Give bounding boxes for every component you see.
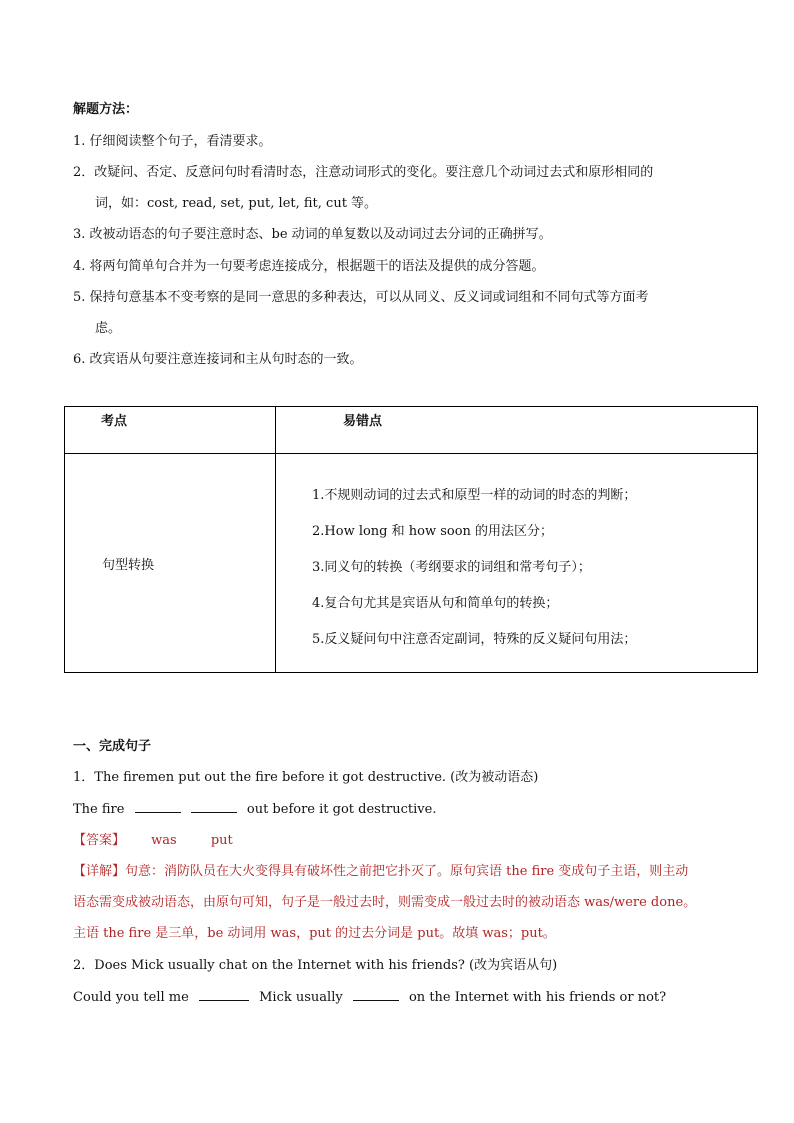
method-item-3: 3. 改被动语态的句子要注意时态、be 动词的单复数以及动词过去分词的正确拼写。 [73, 227, 552, 242]
method-item-4: 4. 将两句简单句合并为一句要考虑连接成分，根据题干的语法及提供的成分答题。 [73, 259, 545, 274]
section-title: 一、完成句子 [73, 739, 152, 754]
question-2-prompt: 2．Does Mick usually chat on the Internet with his friends? (改为宾语从句) [73, 958, 558, 973]
answer-blank [135, 800, 181, 813]
error-point: 2.How long 和 how soon 的用法区分； [312, 524, 554, 539]
question-1-detail-line [73, 863, 688, 881]
question-1-detail-line: 语态需变成被动语态，由原句可知，句子是一般过去时，则需变成一般过去时的被动语态 was/were done。 [73, 895, 697, 910]
q1-text-end: out before it got destructive. [246, 802, 437, 817]
method-item-5-cont: 虑。 [95, 321, 122, 336]
question-1-fill [73, 800, 436, 819]
answer-blank [191, 800, 237, 813]
table-header-errors: 易错点 [343, 414, 383, 429]
answer-label: 【答案】 [73, 833, 126, 848]
topic-label: 句型转换 [102, 557, 155, 573]
q2-text-part2: Mick usually [259, 990, 343, 1005]
method-item-2-cont: 词，如：cost, read, set, put, let, fit, cut 等。 [95, 196, 378, 211]
table-cell-topic [65, 454, 276, 673]
table-header-cell-topic [65, 407, 276, 454]
detail-text: 句意：消防队员在大火变得具有破坏性之前把它扑灭了。原句宾语 the fire 变成句子主语，则主动 [125, 864, 689, 879]
method-item-5: 5. 保持句意基本不变考察的是同一意思的多种表达，可以从同义、反义词或词组和不同句式等方面考 [73, 290, 649, 305]
method-item-2: 2．改疑问、否定、反意问句时看清时态，注意动词形式的变化。要注意几个动词过去式和原形相同的 [73, 165, 654, 180]
answer-value: put [210, 833, 233, 848]
error-point: 4.复合句尤其是宾语从句和简单句的转换； [312, 596, 559, 611]
table-header-topic: 考点 [101, 414, 128, 429]
methods-heading: 解题方法： [73, 102, 139, 117]
answer-blank [353, 988, 399, 1001]
error-point: 3.同义句的转换（考纲要求的词组和常考句子）； [312, 560, 591, 575]
q2-text-part3: on the Internet with his friends or not? [408, 990, 667, 1005]
question-1-detail-line: 主语 the fire 是三单，be 动词用 was，put 的过去分词是 put。故填 was；put。 [73, 926, 556, 941]
answer-value: was [151, 833, 177, 848]
error-point: 5.反义疑问句中注意否定副词，特殊的反义疑问句用法； [312, 632, 637, 647]
q1-text-start: The fire [73, 802, 125, 817]
q2-text-part1: Could you tell me [73, 990, 189, 1005]
key-points-table [64, 406, 758, 673]
error-point: 1.不规则动词的过去式和原型一样的动词的时态的判断； [312, 488, 637, 503]
answer-blank [199, 988, 249, 1001]
detail-label: 【详解】 [73, 864, 126, 879]
method-item-6: 6. 改宾语从句要注意连接词和主从句时态的一致。 [73, 352, 363, 367]
question-1-prompt: 1．The firemen put out the fire before it got destructive. (改为被动语态) [73, 770, 539, 785]
error-points-list [277, 455, 756, 649]
question-1-answer [73, 832, 233, 850]
method-item-1: 1. 仔细阅读整个句子，看清要求。 [73, 134, 272, 149]
table-header-cell-errors [276, 407, 758, 454]
table-cell-points [276, 454, 758, 673]
question-2-fill [73, 988, 666, 1007]
